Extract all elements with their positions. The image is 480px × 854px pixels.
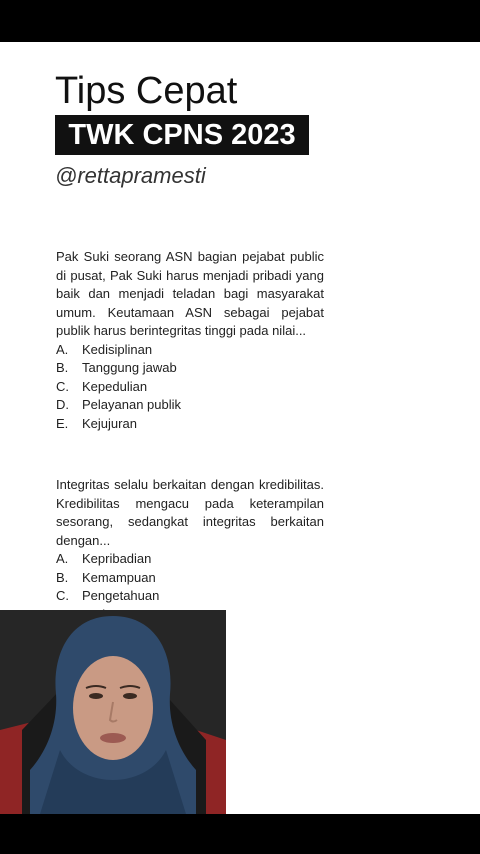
top-black-bar — [0, 0, 480, 42]
option-text: Pelayanan publik — [82, 397, 182, 412]
option-a — [56, 341, 324, 360]
option-key: B. — [56, 360, 69, 375]
option-text: Kemampuan — [82, 569, 156, 585]
author-handle: @rettapramesti — [55, 163, 206, 188]
option-key: E. — [56, 415, 69, 431]
page-title: Tips Cepat — [55, 70, 238, 112]
option-key: D. — [56, 397, 69, 412]
option-c — [56, 378, 324, 397]
option-e — [56, 415, 324, 434]
option-b — [56, 359, 324, 378]
option-text: Kepribadian — [82, 551, 152, 566]
option-d — [56, 396, 324, 415]
option-b — [56, 569, 324, 588]
exam-tag: TWK CPNS 2023 — [55, 115, 309, 155]
option-text: Kepedulian — [82, 378, 148, 394]
option-text: Kejujuran — [82, 415, 137, 431]
bottom-black-bar — [0, 814, 480, 854]
option-text: Tanggung jawab — [82, 360, 177, 375]
option-key: A. — [56, 341, 69, 357]
presenter-webcam-overlay — [0, 610, 226, 814]
option-key: C. — [56, 378, 69, 394]
option-c — [56, 587, 324, 606]
option-text: Kedisiplinan — [82, 341, 153, 357]
question-1 — [56, 248, 324, 433]
option-a — [56, 550, 324, 569]
option-text: Pengetahuan — [82, 588, 160, 603]
question-1-text: Pak Suki seorang ASN bagian pejabat public di pusat, Pak Suki harus menjadi pribadi yang baik dan menjadi teladan bagi masyarakat umum. Keutamaan ASN sebagai pejabat publik harus berintegritas tinggi pada nilai... — [56, 249, 324, 338]
question-1-options — [56, 341, 324, 434]
question-2-text: Integritas selalu berkaitan dengan kredibilitas. Kredibilitas mengacu pada keterampilan sesorang, sedangkat integritas berkaitan dengan... — [56, 477, 324, 548]
presenter-figure — [0, 610, 226, 814]
option-key: B. — [56, 569, 69, 585]
option-key: C. — [56, 588, 69, 603]
option-key: A. — [56, 551, 69, 566]
